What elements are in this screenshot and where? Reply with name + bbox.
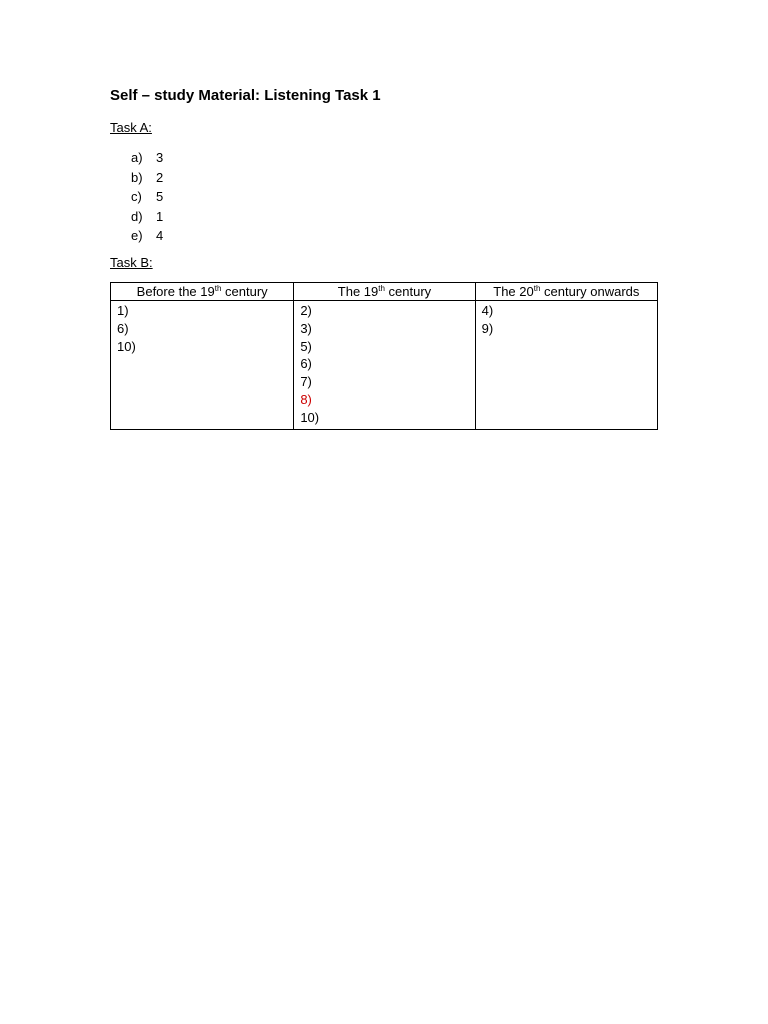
header-text: Before the 19 — [136, 284, 215, 299]
answer-item-b — [131, 168, 163, 188]
answer-value: 4 — [156, 228, 164, 243]
cell-item: 10) — [300, 409, 320, 425]
answer-letter: e) — [131, 228, 143, 243]
column-header-20th-century-onwards — [475, 283, 657, 301]
cell-item: 6) — [300, 356, 312, 372]
header-text: century onwards — [540, 284, 640, 299]
cell-item: 9) — [481, 320, 494, 336]
answer-letter: b) — [131, 169, 143, 185]
cell-before-19th-century — [111, 301, 294, 430]
answer-item-c — [131, 187, 163, 207]
century-table — [110, 282, 658, 430]
header-text: century — [221, 284, 268, 299]
answer-value: 3 — [156, 150, 164, 165]
cell-item: 2) — [300, 303, 312, 318]
cell-item-highlighted: 8) — [300, 391, 312, 407]
cell-item: 6) — [117, 320, 129, 336]
answer-letter: a) — [131, 150, 143, 165]
table-header-row — [111, 283, 658, 301]
header-text: The 19 — [337, 284, 379, 299]
cell-item: 5) — [300, 338, 312, 354]
answer-value: 1 — [156, 208, 164, 224]
answer-letter: c) — [131, 189, 142, 204]
header-superscript: th — [214, 284, 222, 293]
header-text: century — [384, 284, 432, 299]
cell-20th-century-onwards — [475, 301, 657, 430]
cell-item: 1) — [117, 303, 129, 318]
document-title: Self – study Material: Listening Task 1 — [110, 87, 381, 104]
cell-19th-century — [294, 301, 475, 430]
answer-letter: d) — [131, 208, 143, 224]
answer-item-d — [131, 207, 163, 227]
answer-value: 2 — [156, 169, 164, 185]
answer-value: 5 — [156, 189, 164, 204]
answer-item-e — [131, 226, 163, 246]
cell-item: 3) — [300, 320, 312, 336]
cell-item: 10) — [117, 338, 136, 354]
cell-item: 4) — [481, 303, 494, 318]
answer-item-a — [131, 148, 163, 168]
header-superscript: th — [378, 284, 385, 293]
column-header-19th-century — [294, 283, 475, 301]
table-row — [111, 301, 658, 430]
column-header-before-19th-century — [111, 283, 294, 301]
task-b-heading: Task B: — [110, 255, 153, 270]
header-superscript: th — [533, 284, 541, 293]
task-a-answer-list — [131, 148, 163, 246]
task-a-heading: Task A: — [110, 120, 152, 135]
cell-item: 7) — [300, 374, 312, 390]
header-text: The 20 — [493, 284, 534, 299]
